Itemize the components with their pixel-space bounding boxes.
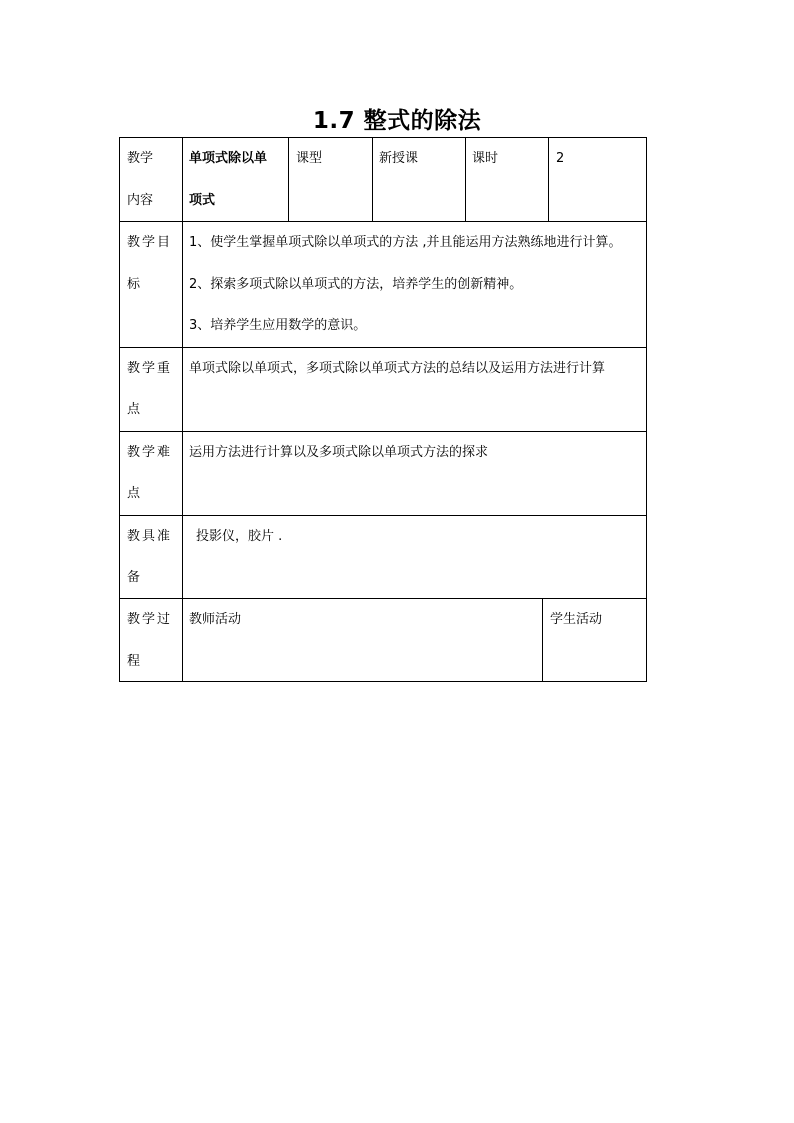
label-column-divider — [182, 137, 183, 682]
objective-item: 3、培养学生应用数学的意识。 — [189, 318, 367, 333]
objective-item: 1、使学生掌握单项式除以单项式的方法 ,并且能运用方法熟练地进行计算。 — [189, 235, 622, 250]
period-value: 2 — [556, 151, 565, 166]
course-type-label: 课型 — [296, 151, 323, 166]
difficulties-label-line2: 点 — [127, 486, 141, 501]
difficulties-label-line1: 教学难 — [127, 445, 173, 460]
objectives-label-line2: 标 — [127, 277, 141, 292]
column-divider — [372, 137, 373, 221]
tools-label-line2: 备 — [127, 570, 141, 585]
content-label-line1: 教学 — [127, 151, 154, 166]
course-type-value: 新授课 — [379, 151, 419, 166]
tools-label-line1: 教具准 — [127, 529, 173, 544]
key-points-label-line2: 点 — [127, 402, 141, 417]
process-label-line2: 程 — [127, 654, 141, 669]
content-label-line2: 内容 — [127, 193, 154, 208]
column-divider — [542, 598, 543, 682]
content-value-line2: 项式 — [189, 193, 216, 208]
tools-text: 投影仪，胶片 . — [196, 529, 283, 544]
content-value-line1: 单项式除以单 — [189, 151, 268, 166]
difficulties-text: 运用方法进行计算以及多项式除以单项式方法的探求 — [189, 445, 489, 460]
student-activity-header: 学生活动 — [550, 612, 603, 627]
column-divider — [288, 137, 289, 221]
key-points-label-line1: 教学重 — [127, 361, 173, 376]
key-points-text: 单项式除以单项式，多项式除以单项式方法的总结以及运用方法进行计算 — [189, 361, 606, 376]
column-divider — [548, 137, 549, 221]
teacher-activity-header: 教师活动 — [189, 612, 242, 627]
process-label-line1: 教学过 — [127, 612, 173, 627]
period-label: 课时 — [472, 151, 499, 166]
objective-item: 2、探索多项式除以单项式的方法，培养学生的创新精神。 — [189, 277, 523, 292]
objectives-label-line1: 教学目 — [127, 235, 173, 250]
page-title: 1.7 整式的除法 — [312, 108, 482, 134]
column-divider — [465, 137, 466, 221]
